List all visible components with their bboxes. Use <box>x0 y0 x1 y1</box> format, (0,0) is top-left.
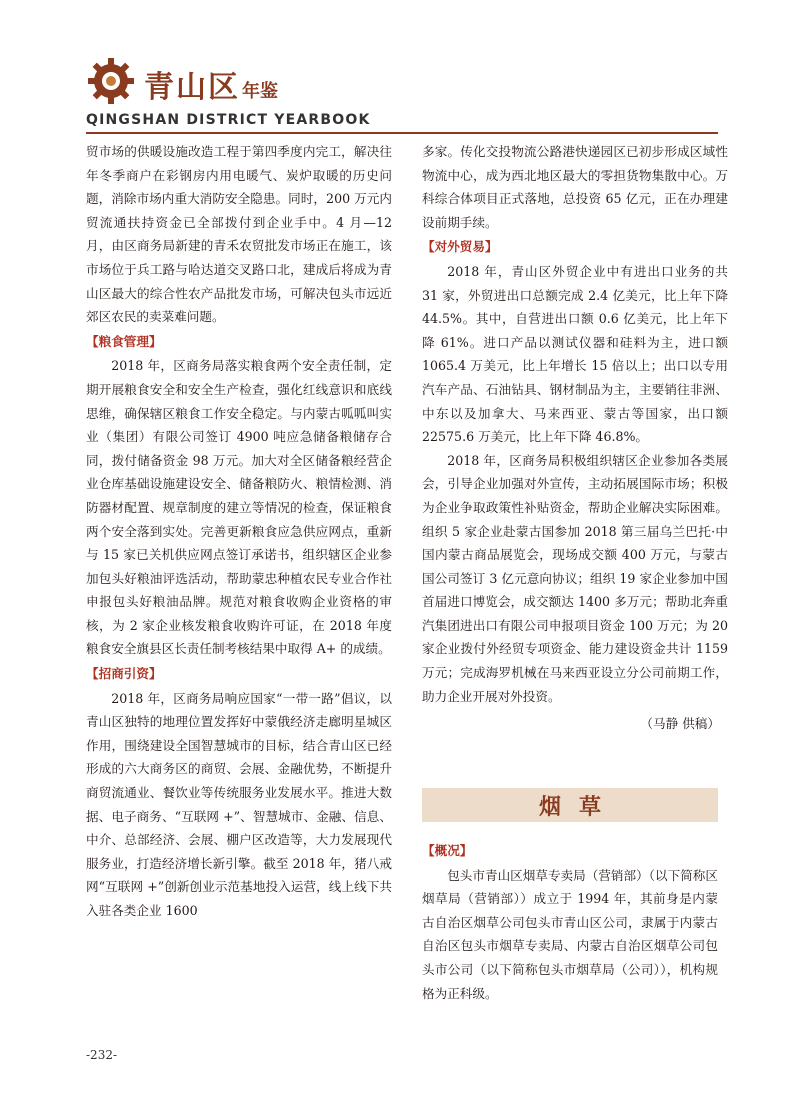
author-credit: （马静 供稿） <box>640 716 720 732</box>
chapter-title: 烟草 <box>538 794 619 820</box>
paragraph: 贸市场的供暖设施改造工程于第四季度内完工，解决往年冬季商户在彩钢房内用电暖气、炭炉取暖的历史问题，消除市场内重大消防安全隐患。同时，200 万元内贸流通扶持资金已全部拨付到企业手中。4 月—12 月，由区商务局新建的青禾农贸批发市场正在施工，该市场位于兵工路与哈达道交叉路口北，建成后将成为青山区最大的综合性农产品批发市场，可解决包头市远近郊区农民的卖菜难问题。 <box>86 144 392 325</box>
header-divider <box>86 132 718 134</box>
chapter-banner-tobacco <box>422 788 718 822</box>
paragraph: 包头市青山区烟草专卖局（营销部）（以下简称区烟草局（营销部））成立于 1994 年，其前身是内蒙古自治区烟草公司包头市青山区公司，隶属于内蒙古自治区包头市烟草专卖局、内蒙古自治区烟草公司包头市公司（以下简称包头市烟草局（公司）），机构规格为正科级。 <box>422 867 718 1001</box>
brand-subtitle-small: 年鉴 <box>242 81 278 102</box>
left-column <box>86 140 392 923</box>
yearbook-brand <box>144 62 278 106</box>
paragraph: 2018 年，青山区外贸企业中有进出口业务的共 31 家，外贸进出口总额完成 2.4 亿美元，比上年下降 44.5%。其中，自营进出口额 0.6 亿美元，比上年下降 61%。进口产品以测试仪器和硅料为主，进口额 1065.4 万美元，比上年增长 15 倍以上；出口以专用汽车产品、石油钻具、钢材制品为主，主要销往非洲、中东以及加拿大、马来西亚、蒙古等国家，出口额 22575.6 万美元，比上年下降 46.8%。 <box>422 263 728 445</box>
paragraph: 2018 年，区商务局积极组织辖区企业参加各类展会，引导企业加强对外宣传，主动拓展国际市场；积极为企业争取政策性补贴资金，帮助企业解决实际困难。组织 5 家企业赴蒙古国参加 2018 第三届乌兰巴托·中国内蒙古商品展览会，现场成交额 400 万元，与蒙古国公司签订 3 亿元意向协议；组织 19 家企业参加中国首届进口博览会，成交额达 1400 多万元；帮助北奔重汽集团进出口有限公司申报项目资金 100 万元；为 20 家企业拨付外经贸专项资金、能力建设资金共计 1159 万元；完成海罗机械在马来西亚设立分公司前期工作，助力企业开展对外投资。 <box>422 452 728 704</box>
paragraph: 多家。传化交投物流公路港快递园区已初步形成区域性物流中心，成为西北地区最大的零担货物集散中心。万科综合体项目正式落地，总投资 65 亿元，正在办理建设前期手续。 <box>422 144 728 230</box>
page-number: -232- <box>86 1048 118 1062</box>
section-heading-foreign-trade: 【对外贸易】 <box>422 239 498 255</box>
right-column <box>422 140 728 736</box>
gear-logo-icon <box>86 56 136 106</box>
section-heading-investment: 【招商引资】 <box>86 666 162 682</box>
paragraph: 2018 年，区商务局落实粮食两个安全责任制，定期开展粮食安全和安全生产检查，强化红线意识和底线思维，确保辖区粮食工作安全稳定。与内蒙古呱呱叫实业（集团）有限公司签订 4900 吨应急储备粮储存合同，拨付储备资金 98 万元。加大对全区储备粮经营企业仓库基础设施建设安全、储备粮防火、粮情检测、消防器材配置、规章制度的建立等情况的检查，保证粮食两个安全落到实处。完善更新粮食应急供应网点，重新与 15 家已关机供应网点签订承诺书，组织辖区企业参加包头好粮油评选活动，帮助蒙忠种植农民专业合作社申报包头好粮油品牌。规范对粮食收购企业资格的审核，为 2 家企业核发粮食收购许可证，在 2018 年度粮食安全旗县区长责任制考核结果中取得 A+ 的成绩。 <box>86 358 392 657</box>
yearbook-subtitle: QINGSHAN DISTRICT YEARBOOK <box>86 112 371 128</box>
section-heading-grain: 【粮食管理】 <box>86 333 162 349</box>
tobacco-section <box>422 838 718 1005</box>
brand-title: 青山区 <box>144 70 240 105</box>
page-header <box>86 52 726 134</box>
section-heading-overview: 【概况】 <box>422 843 473 858</box>
paragraph: 2018 年，区商务局响应国家“一带一路”倡议，以青山区独特的地理位置发挥好中蒙俄经济走廊明星城区作用，围绕建设全国智慧城市的目标，结合青山区已经形成的六大商务区的商贸、会展、金融优势，不断提升商贸流通业、餐饮业等传统服务业发展水平。推进大数据、电子商务、“互联网 +”、智慧城市、金融、信息、中介、总部经济、会展、棚户区改造等，大力发展现代服务业，打造经济增长新引擎。截至 2018 年，猪八戒网“互联网 +”创新创业示范基地投入运营，线上线下共入驻各类企业 1600 <box>86 690 392 918</box>
